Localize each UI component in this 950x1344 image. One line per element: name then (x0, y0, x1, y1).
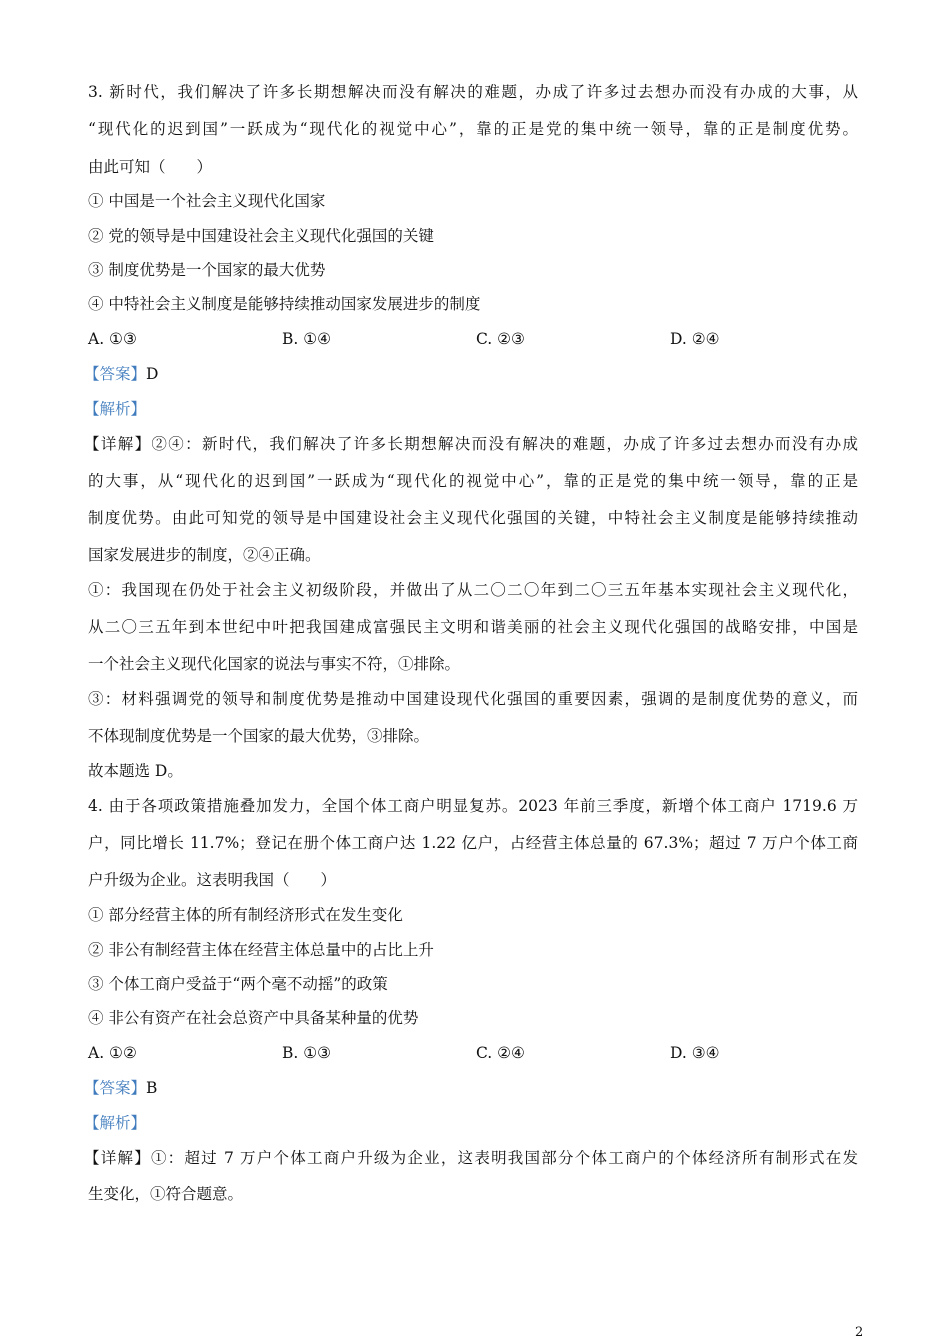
q4-stem-line: 户升级为企业。这表明我国（ ） (88, 871, 337, 889)
q3-detail-line (84, 434, 858, 454)
answer-label: 【答案】 (84, 1079, 147, 1097)
q3-item: ② 党的领导是中国建设社会主义现代化强国的关键 (88, 227, 434, 245)
detail-text: ①：超过 7 万户个体工商户升级为企业，这表明我国部分个体工商户的个体经济所有制形式在发 (150, 1149, 858, 1167)
q4-item: ④ 非公有资产在社会总资产中具备某种量的优势 (88, 1009, 419, 1027)
q3-conclusion: 故本题选 D。 (88, 762, 183, 780)
q3-detail-line: 的大事，从“现代化的迟到国”一跃成为“现代化的视觉中心”，靠的正是党的集中统一领导，靠的正是 (88, 472, 858, 490)
q3-option-c: C. ②③ (476, 330, 525, 348)
q3-detail-line: 国家发展进步的制度，②④正确。 (88, 546, 321, 564)
q3-option-b: B. ①④ (282, 330, 332, 348)
q4-option-a: A. ①② (88, 1044, 137, 1062)
page-number: 2 (855, 1325, 864, 1340)
q4-stem-line: 户，同比增长 11.7%；登记在册个体工商户达 1.22 亿户，占经营主体总量的 67.3%；超过 7 万户个体工商 (88, 834, 858, 852)
q4-option-c: C. ②④ (476, 1044, 525, 1062)
q3-detail-line: 制度优势。由此可知党的领导是中国建设社会主义现代化强国的关键，中特社会主义制度是能够持续推动 (88, 509, 858, 527)
q4-item: ② 非公有制经营主体在经营主体总量中的占比上升 (88, 941, 434, 959)
q4-analysis-label: 【解析】 (84, 1114, 147, 1132)
q4-answer (84, 1078, 157, 1098)
detail-label: 【详解】 (84, 1149, 151, 1167)
q4-item: ① 部分经营主体的所有制经济形式在发生变化 (88, 906, 403, 924)
q3-answer (84, 364, 158, 384)
q4-option-b: B. ①③ (282, 1044, 332, 1062)
answer-label: 【答案】 (84, 365, 147, 383)
q3-item: ① 中国是一个社会主义现代化国家 (88, 192, 326, 210)
q3-detail-line: 从二〇三五年到本世纪中叶把我国建成富强民主文明和谐美丽的社会主义现代化强国的战略安排，中国是 (88, 618, 858, 636)
q3-detail-line: 一个社会主义现代化国家的说法与事实不符，①排除。 (88, 655, 461, 673)
q3-item: ③ 制度优势是一个国家的最大优势 (88, 261, 326, 279)
answer-value: D (146, 365, 159, 383)
q3-stem-line: “现代化的迟到国”一跃成为“现代化的视觉中心”，靠的正是党的集中统一领导，靠的正是制度优势。 (88, 120, 858, 138)
q3-stem-line: 3. 新时代，我们解决了许多长期想解决而没有解决的难题，办成了许多过去想办而没有办成的大事，从 (88, 83, 858, 101)
q3-stem-line: 由此可知（ ） (88, 158, 213, 176)
q3-option-a: A. ①③ (88, 330, 137, 348)
q3-detail-line: 不体现制度优势是一个国家的最大优势，③排除。 (88, 727, 430, 745)
q4-item: ③ 个体工商户受益于“两个毫不动摇”的政策 (88, 975, 388, 993)
answer-value: B (146, 1079, 158, 1097)
q4-option-d: D. ③④ (670, 1044, 720, 1062)
detail-text: ②④：新时代，我们解决了许多长期想解决而没有解决的难题，办成了许多过去想办而没有办成 (151, 435, 858, 453)
q4-stem-line: 4. 由于各项政策措施叠加发力，全国个体工商户明显复苏。2023 年前三季度，新增个体工商户 1719.6 万 (88, 797, 858, 815)
q4-detail-line (84, 1148, 858, 1168)
q4-detail-line: 生变化，①符合题意。 (88, 1185, 244, 1203)
q3-option-d: D. ②④ (670, 330, 720, 348)
q3-item: ④ 中特社会主义制度是能够持续推动国家发展进步的制度 (88, 295, 481, 313)
q3-detail-line: ①：我国现在仍处于社会主义初级阶段，并做出了从二〇二〇年到二〇三五年基本实现社会主义现代化， (88, 581, 858, 599)
q3-analysis-label: 【解析】 (84, 400, 147, 418)
q3-detail-line: ③：材料强调党的领导和制度优势是推动中国建设现代化强国的重要因素，强调的是制度优势的意义，而 (88, 690, 858, 708)
detail-label: 【详解】 (84, 435, 152, 453)
